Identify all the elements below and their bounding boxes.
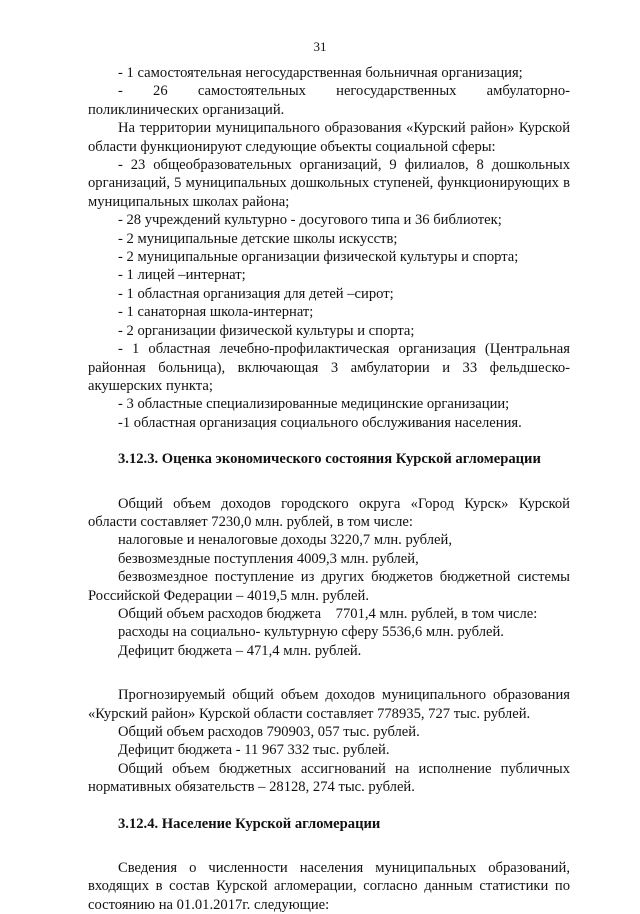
paragraph: - 28 учреждений культурно - досугового типа и 36 библиотек; [118, 212, 502, 229]
paragraph: - 1 самостоятельная негосударственная больничная организация; [118, 65, 523, 81]
paragraph: Прогнозируемый общий объем доходов муниципального образования «Курский район» Курской области составляет 778935, 727 тыс. рублей. [88, 687, 570, 722]
paragraph: Дефицит бюджета - 11 967 332 тыс. рублей. [118, 742, 390, 759]
paragraph: - 1 санаторная школа-интернат; [118, 304, 314, 321]
paragraph: расходы на социально- культурную сферу 5536,6 млн. рублей. [118, 624, 504, 641]
paragraph: - 2 муниципальные организации физической культуры и спорта; [118, 249, 519, 266]
paragraph: Дефицит бюджета – 471,4 млн. рублей. [118, 642, 362, 659]
paragraph: - 1 лицей –интернат; [118, 267, 246, 284]
paragraph: - 2 организации физической культуры и спорта; [118, 322, 415, 339]
paragraph: Общий объем расходов 790903, 057 тыс. рублей. [118, 724, 420, 740]
paragraph: безвозмездные поступления 4009,3 млн. рублей, [118, 550, 419, 567]
paragraph: Общий объем бюджетных ассигнований на исполнение публичных нормативных обязательств – 28128, 274 тыс. рублей. [88, 760, 570, 796]
paragraph: - 2 муниципальные детские школы искусств; [118, 230, 398, 247]
paragraph: налоговые и неналоговые доходы 3220,7 млн. рублей, [118, 532, 452, 549]
paragraph: - 1 областная лечебно-профилактическая организация (Центральная районная больница), включающая 3 амбулатории и 33 фельдшеско-акушерских пункта; [88, 341, 570, 394]
text-block-social-objects [88, 64, 570, 914]
paragraph: безвозмездное поступление из других бюджетов бюджетной системы Российской Федерации – 4019,5 млн. рублей. [88, 569, 570, 604]
paragraph: На территории муниципального образования «Курский район» Курской области функционируют следующие объекты социальной сферы: [88, 120, 570, 155]
paragraph: Сведения о численности населения муниципальных образований, входящих в состав Курской агломерации, согласно данным статистики по состоянию на 01.01.2017г. следующие: [88, 860, 570, 913]
section-heading: 3.12.4. Население Курской агломерации [118, 815, 381, 832]
paragraph: Общий объем доходов городского округа «Город Курск» Курской области составляет 7230,0 млн. рублей, в том числе: [88, 495, 570, 530]
page-number: 31 [313, 39, 327, 54]
paragraph: - 3 областные специализированные медицинские организации; [118, 396, 510, 413]
section-heading: 3.12.3. Оценка экономического состояния Курской агломерации [118, 451, 541, 468]
paragraph: - 26 самостоятельных негосударственных амбулаторно-поликлинических организаций. [88, 83, 570, 118]
paragraph: - 23 общеобразовательных организаций, 9 филиалов, 8 дошкольных организаций, 5 муниципальных дошкольных ступеней, функционирующих в муниципальных школах района; [88, 157, 570, 210]
paragraph: Общий объем расходов бюджета 7701,4 млн. рублей, в том числе: [118, 605, 538, 622]
paragraph: -1 областная организация социального обслуживания населения. [118, 414, 522, 431]
paragraph: - 1 областная организация для детей –сирот; [118, 285, 394, 302]
